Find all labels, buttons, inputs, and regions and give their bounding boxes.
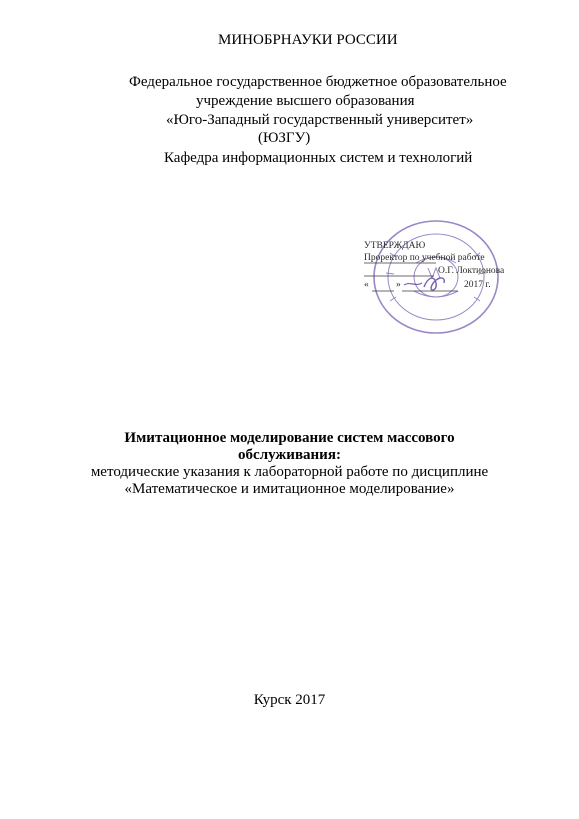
document-subtitle-line-1: методические указания к лабораторной работе по дисциплине — [90, 464, 489, 480]
ministry-name: МИНОБРНАУКИ РОССИИ — [218, 32, 398, 48]
approval-date-open-quote: « — [364, 280, 369, 290]
approval-year: 2017 г. — [464, 280, 491, 290]
approval-name: О.Г. Локтионова — [438, 266, 505, 276]
approval-position: Проректор по учебной работе — [364, 253, 485, 263]
seal-image — [346, 213, 536, 343]
document-subtitle-line-2: «Математическое и имитационное моделирование» — [124, 481, 455, 497]
approval-label: УТВЕРЖДАЮ — [364, 241, 426, 251]
university-name: «Юго-Западный государственный университет» — [166, 112, 474, 128]
university-abbreviation: (ЮЗГУ) — [258, 130, 311, 146]
approval-stamp — [346, 213, 536, 343]
department-name: Кафедра информационных систем и технологий — [164, 150, 473, 166]
approval-date-close-quote: » — [396, 280, 401, 290]
institution-line-1: Федеральное государственное бюджетное образовательное — [129, 74, 507, 90]
document-title-line-1: Имитационное моделирование систем массового — [124, 430, 455, 446]
document-title-line-2: обслуживания: — [238, 447, 341, 463]
city-year: Курск 2017 — [253, 692, 326, 708]
institution-line-2: учреждение высшего образования — [196, 93, 415, 109]
